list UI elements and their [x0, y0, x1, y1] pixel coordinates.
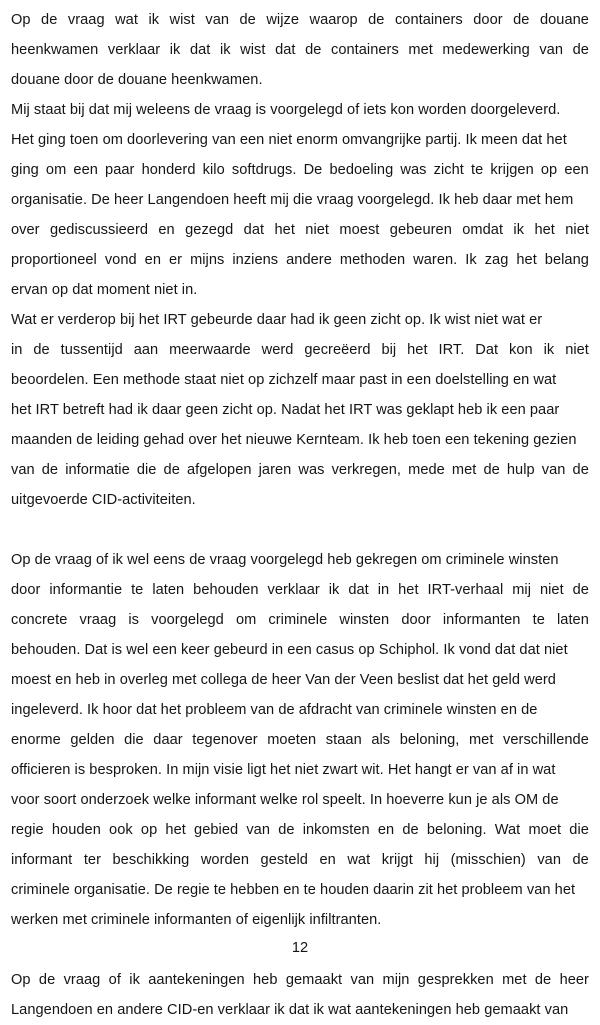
- word: zag: [484, 252, 509, 268]
- word: Op: [11, 972, 31, 988]
- word: douane: [539, 12, 589, 28]
- word: de: [305, 42, 322, 58]
- word: met: [502, 972, 527, 988]
- word: methoden: [339, 252, 406, 268]
- word: belang: [544, 252, 589, 268]
- word: van: [350, 972, 375, 988]
- word: vraag: [67, 12, 105, 28]
- text-line: Op de vraag of ik wel eens de vraag voorgelegd heb gekregen om criminele winsten: [11, 552, 559, 568]
- word: en: [319, 852, 336, 868]
- word: ik: [148, 12, 160, 28]
- word: worden: [200, 852, 250, 868]
- word: paar: [105, 162, 135, 178]
- word: mede: [408, 462, 445, 478]
- word: het: [165, 822, 186, 838]
- word: de: [402, 822, 419, 838]
- word: dat: [348, 582, 369, 598]
- text-line: douane door de douane heenkwamen.: [11, 72, 263, 88]
- blank-line: [11, 515, 589, 545]
- text-line: [11, 215, 589, 245]
- word: de: [41, 12, 58, 28]
- word: van: [539, 42, 564, 58]
- word: Dat: [475, 342, 499, 358]
- word: moet: [528, 822, 562, 838]
- word: en: [158, 222, 175, 238]
- word: hij: [424, 852, 440, 868]
- word: heenkwamen: [11, 42, 99, 58]
- word: honderd: [141, 162, 196, 178]
- text-line: [11, 725, 589, 755]
- word: met: [451, 462, 477, 478]
- text-line: Wat er verderop bij het IRT gebeurde daar had ik geen zicht op. Ik wist niet wat er: [11, 312, 543, 328]
- word: omdat: [462, 222, 504, 238]
- text-line: [11, 815, 589, 845]
- word: mij: [512, 582, 531, 598]
- word: ik: [169, 42, 181, 58]
- text-line: ervan op dat moment niet in.: [11, 282, 198, 298]
- word: de: [368, 12, 385, 28]
- text-line: [11, 5, 589, 35]
- word: moest: [339, 222, 380, 238]
- word: door: [473, 12, 503, 28]
- word: was: [298, 462, 325, 478]
- text-line: moest en heb in overleg met collega de heer Van der Veen beslist dat het geld werd: [11, 672, 556, 688]
- text-line: [11, 335, 589, 365]
- word: is: [128, 612, 139, 628]
- word: te: [131, 582, 144, 598]
- word: Op: [11, 12, 31, 28]
- word: de: [572, 582, 589, 598]
- word: van: [537, 852, 561, 868]
- word: vraag: [63, 972, 101, 988]
- word: laten: [152, 582, 185, 598]
- word: in: [377, 582, 390, 598]
- word: als: [371, 732, 391, 748]
- word: verkregen,: [331, 462, 402, 478]
- word: het: [516, 252, 537, 268]
- word: een: [564, 162, 589, 178]
- word: de: [483, 462, 500, 478]
- word: moeten: [267, 732, 317, 748]
- document-body: [11, 5, 589, 1025]
- word: niet: [565, 222, 589, 238]
- page-number: 12: [291, 940, 309, 956]
- word: verklaar: [107, 42, 161, 58]
- word: heb: [253, 972, 278, 988]
- word: behouden: [193, 582, 259, 598]
- word: kon: [509, 342, 533, 358]
- word: de: [572, 462, 589, 478]
- paragraph-block: [11, 95, 589, 305]
- word: te: [532, 612, 545, 628]
- word: meerwaarde: [169, 342, 251, 358]
- word: wat: [115, 12, 138, 28]
- word: containers: [394, 12, 463, 28]
- word: informatie: [65, 462, 130, 478]
- word: De: [303, 162, 323, 178]
- text-line: [11, 845, 589, 875]
- text-line: [11, 455, 589, 485]
- word: de: [572, 42, 589, 58]
- word: er: [169, 252, 183, 268]
- word: op: [540, 162, 558, 178]
- word: IRT-verhaal: [427, 582, 504, 598]
- word: gebeuren: [389, 222, 452, 238]
- word: die: [136, 462, 157, 478]
- text-line: organisatie. De heer Langendoen heeft mij die vraag voorgelegd. Ik heb daar met hem: [11, 192, 574, 208]
- text-line: beoordelen. Een methode staat niet op zichzelf maar past in een doelstelling en wat: [11, 372, 557, 388]
- word: met: [408, 42, 433, 58]
- word: regie: [11, 822, 44, 838]
- word: dat: [189, 42, 211, 58]
- word: jaren: [258, 462, 292, 478]
- text-line: voor soort onderzoek welke informant welke rol speelt. In hoeverre kun je als OM de: [11, 792, 559, 808]
- word: gebied: [194, 822, 239, 838]
- word: zicht: [433, 162, 464, 178]
- word: laten: [556, 612, 589, 628]
- text-line: [11, 155, 589, 185]
- word: inkomsten: [302, 822, 370, 838]
- word: ik: [219, 42, 231, 58]
- text-line: [11, 35, 589, 65]
- word: daar: [153, 732, 183, 748]
- word: krijgt: [381, 852, 413, 868]
- word: tussentijd: [60, 342, 123, 358]
- word: van: [246, 822, 271, 838]
- word: gediscussieerd: [49, 222, 149, 238]
- word: de: [278, 822, 295, 838]
- word: niet: [539, 582, 564, 598]
- word: inziens: [232, 252, 279, 268]
- word: de: [41, 462, 59, 478]
- word: de: [572, 852, 589, 868]
- word: Wat: [494, 822, 521, 838]
- word: gezegd: [185, 222, 234, 238]
- word: wijze: [266, 12, 300, 28]
- text-line: maanden de leiding gehad over het nieuwe Kernteam. Ik heb toen een tekening gezien: [11, 432, 577, 448]
- word: door: [401, 612, 431, 628]
- word: van: [205, 12, 230, 28]
- word: informanten: [442, 612, 521, 628]
- word: om: [235, 612, 257, 628]
- word: van: [541, 462, 566, 478]
- paragraph-block: [11, 305, 589, 515]
- word: mijns: [190, 252, 225, 268]
- word: wist: [169, 12, 195, 28]
- word: en: [144, 252, 162, 268]
- word: gesprekken: [417, 972, 494, 988]
- text-line: Mij staat bij dat mij weleens de vraag is voorgelegd of iets kon worden doorgeleverd.: [11, 102, 561, 118]
- word: de: [534, 972, 552, 988]
- word: Ik: [465, 252, 477, 268]
- word: de: [513, 12, 530, 28]
- word: ik: [543, 342, 555, 358]
- paragraph-block: [11, 515, 589, 545]
- word: ik: [513, 222, 525, 238]
- word: (misschien): [450, 852, 526, 868]
- word: verschillende: [503, 732, 589, 748]
- word: op: [140, 822, 158, 838]
- word: aantekeningen: [148, 972, 245, 988]
- word: hulp: [506, 462, 535, 478]
- word: het: [398, 582, 419, 598]
- text-line: behouden. Dat is wel een keer gebeurd in een casus op Schiphol. Ik vond dat dat niet: [11, 642, 568, 658]
- word: voorgelegd: [151, 612, 224, 628]
- word: beschikking: [112, 852, 190, 868]
- word: dat: [243, 222, 265, 238]
- word: niet: [565, 342, 589, 358]
- word: aan: [133, 342, 159, 358]
- word: heer: [559, 972, 589, 988]
- word: andere: [286, 252, 332, 268]
- word: verklaar: [267, 582, 320, 598]
- word: informant: [11, 852, 73, 868]
- word: ook: [109, 822, 133, 838]
- text-line: [11, 245, 589, 275]
- word: over: [11, 222, 40, 238]
- word: de: [239, 12, 256, 28]
- word: ter: [83, 852, 101, 868]
- word: de: [33, 342, 50, 358]
- word: IRT.: [438, 342, 465, 358]
- word: enorme: [11, 732, 61, 748]
- word: vraag: [79, 612, 117, 628]
- word: gesteld: [260, 852, 308, 868]
- word: containers: [330, 42, 399, 58]
- word: softdrugs.: [231, 162, 297, 178]
- word: wat: [347, 852, 371, 868]
- word: staan: [325, 732, 362, 748]
- text-line: uitgevoerde CID-activiteiten.: [11, 492, 196, 508]
- word: bij: [381, 342, 397, 358]
- word: van: [11, 462, 35, 478]
- word: gelden: [70, 732, 115, 748]
- word: ik: [129, 972, 140, 988]
- text-line: ingeleverd. Ik hoor dat het probleem van de afdracht van criminele winsten en de: [11, 702, 538, 718]
- text-line: criminele organisatie. De regie te hebben en te houden daarin zit het probleem van het: [11, 882, 576, 898]
- word: het: [274, 222, 295, 238]
- word: proportioneel: [11, 252, 97, 268]
- word: concrete: [11, 612, 68, 628]
- word: informantie: [49, 582, 123, 598]
- word: beloning.: [426, 822, 487, 838]
- word: in: [11, 342, 23, 358]
- text-line: [11, 965, 589, 995]
- word: vond: [104, 252, 137, 268]
- word: door: [11, 582, 41, 598]
- word: het: [407, 342, 428, 358]
- text-line: werken met criminele informanten of eigenlijk infiltranten.: [11, 912, 382, 928]
- word: was: [400, 162, 427, 178]
- text-line: [11, 605, 589, 635]
- word: gecreëerd: [304, 342, 371, 358]
- word: te: [470, 162, 484, 178]
- paragraph-block: [11, 965, 589, 1025]
- word: met: [468, 732, 494, 748]
- word: medewerking: [442, 42, 530, 58]
- word: beloning,: [399, 732, 460, 748]
- word: gemaakt: [285, 972, 343, 988]
- text-line: [11, 575, 589, 605]
- word: krijgen: [490, 162, 534, 178]
- paragraph-block: [11, 545, 589, 935]
- word: dat: [275, 42, 296, 58]
- word: tegenover: [192, 732, 258, 748]
- word: mijn: [382, 972, 410, 988]
- word: om: [45, 162, 67, 178]
- word: de: [163, 462, 180, 478]
- text-line: Het ging toen om doorlevering van een niet enorm omvangrijke partij. Ik meen dat het: [11, 132, 567, 148]
- word: een: [73, 162, 98, 178]
- word: ik: [328, 582, 340, 598]
- word: houden: [51, 822, 101, 838]
- text-line: het IRT betreft had ik daar geen zicht op. Nadat het IRT was geklapt heb ik een paar: [11, 402, 560, 418]
- word: die: [569, 822, 589, 838]
- word: en: [377, 822, 395, 838]
- text-line: officieren is besproken. In mijn visie ligt het niet zwart wit. Het hangt er van af in wat: [11, 762, 556, 778]
- word: die: [124, 732, 144, 748]
- word: winsten: [339, 612, 390, 628]
- word: wist: [240, 42, 266, 58]
- text-line: Langendoen en andere CID-en verklaar ik dat ik wat aantekeningen heb gemaakt van: [11, 1002, 569, 1018]
- word: het: [534, 222, 555, 238]
- word: de: [38, 972, 56, 988]
- word: bedoeling: [329, 162, 394, 178]
- paragraph-block: [11, 5, 589, 95]
- word: werd: [261, 342, 294, 358]
- word: kilo: [202, 162, 225, 178]
- word: waren.: [413, 252, 458, 268]
- word: of: [108, 972, 121, 988]
- word: ging: [11, 162, 39, 178]
- word: waarop: [309, 12, 358, 28]
- word: niet: [305, 222, 330, 238]
- word: afgelopen: [186, 462, 252, 478]
- word: criminele: [268, 612, 328, 628]
